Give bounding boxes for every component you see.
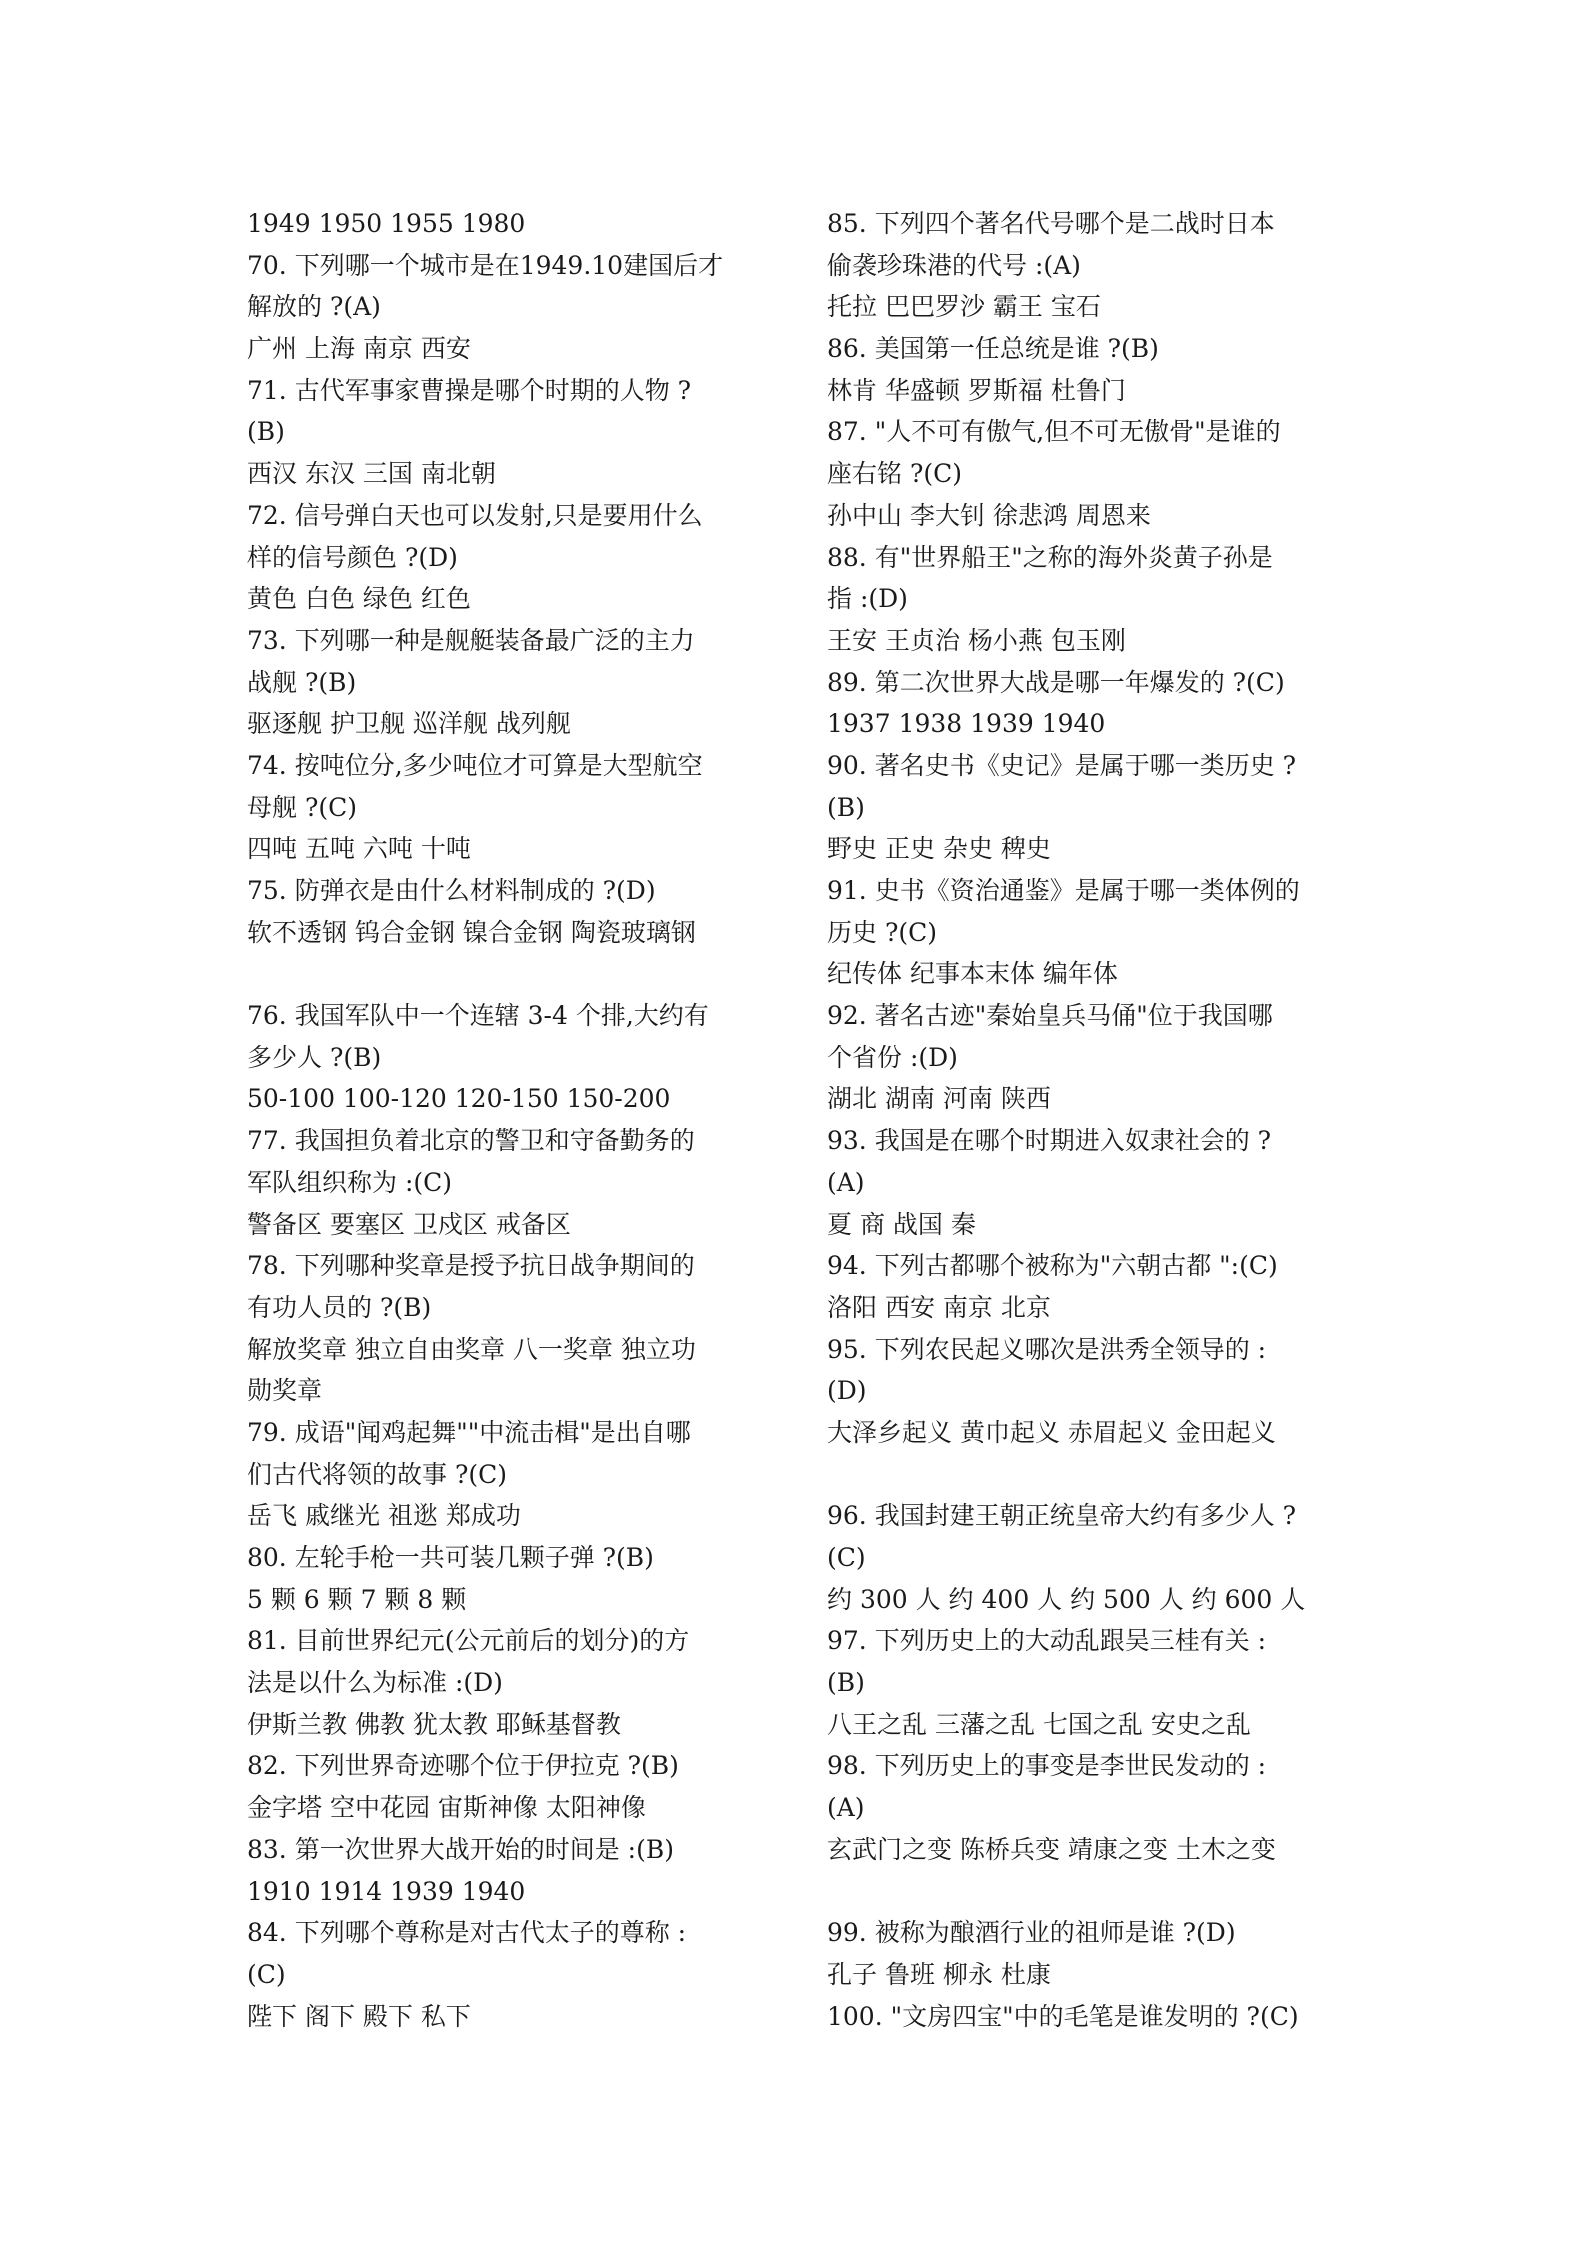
text-line: 金字塔 空中花园 宙斯神像 太阳神像: [247, 1793, 646, 1823]
text-line: 们古代将领的故事 ?(C): [247, 1459, 507, 1489]
text-line: 孔子 鲁班 柳永 杜康: [827, 1959, 1051, 1989]
text-line: 湖北 湖南 河南 陕西: [827, 1084, 1051, 1114]
text-line: 法是以什么为标准 :(D): [247, 1668, 503, 1698]
text-line: 四吨 五吨 六吨 十吨: [247, 834, 471, 864]
text-line: 座右铭 ?(C): [827, 459, 962, 489]
text-line: 94. 下列古都哪个被称为"六朝古都 ":(C): [827, 1251, 1278, 1281]
text-line: (B): [827, 1668, 865, 1698]
text-line: 有功人员的 ?(B): [247, 1292, 432, 1322]
text-line: 80. 左轮手枪一共可装几颗子弹 ?(B): [247, 1543, 654, 1572]
text-line: 98. 下列历史上的事变是李世民发动的 :: [827, 1751, 1267, 1781]
text-line: (C): [827, 1543, 866, 1572]
text-line: 样的信号颜色 ?(D): [247, 542, 458, 572]
text-line: (B): [827, 792, 865, 822]
text-line: 73. 下列哪一种是舰艇装备最广泛的主力: [247, 625, 695, 655]
text-line: 75. 防弹衣是由什么材料制成的 ?(D): [247, 876, 656, 905]
text-line: 50-100 100-120 120-150 150-200: [247, 1084, 671, 1114]
text-line: 林肯 华盛顿 罗斯福 杜鲁门: [827, 375, 1126, 405]
text-line: 广州 上海 南京 西安: [247, 334, 471, 364]
text-line: 89. 第二次世界大战是哪一年爆发的 ?(C): [827, 667, 1285, 697]
text-line: 解放的 ?(A): [247, 292, 381, 322]
text-line: 1937 1938 1939 1940: [827, 709, 1106, 739]
text-line: (B): [247, 417, 285, 447]
text-line: 82. 下列世界奇迹哪个位于伊拉克 ?(B): [247, 1751, 679, 1781]
text-line: 多少人 ?(B): [247, 1042, 382, 1072]
text-line: 警备区 要塞区 卫戍区 戒备区: [247, 1209, 571, 1239]
right-text-column: [827, 203, 1387, 2037]
text-line: 74. 按吨位分,多少吨位才可算是大型航空: [247, 750, 703, 780]
text-line: 97. 下列历史上的大动乱跟吴三桂有关 :: [827, 1626, 1267, 1656]
text-line: 八王之乱 三藩之乱 七国之乱 安史之乱: [827, 1709, 1251, 1739]
text-line: 夏 商 战国 秦: [827, 1209, 976, 1239]
text-line: 约 300 人 约 400 人 约 500 人 约 600 人: [827, 1584, 1306, 1614]
text-line: 个省份 :(D): [827, 1042, 958, 1072]
text-line: 历史 ?(C): [827, 917, 937, 947]
text-line: 1949 1950 1955 1980: [247, 209, 526, 238]
text-line: [827, 1454, 1387, 1496]
text-line: (A): [827, 1793, 865, 1823]
text-line: 软不透钢 钨合金钢 镍合金钢 陶瓷玻璃钢: [247, 917, 696, 947]
text-line: 87. "人不可有傲气,但不可无傲骨"是谁的: [827, 417, 1281, 447]
text-line: 91. 史书《资治通鉴》是属于哪一类体例的: [827, 876, 1300, 905]
text-line: 勋奖章: [247, 1376, 323, 1406]
text-line: 72. 信号弹白天也可以发射,只是要用什么: [247, 500, 703, 530]
text-line: 玄武门之变 陈桥兵变 靖康之变 土木之变: [827, 1834, 1276, 1864]
text-line: 王安 王贞治 杨小燕 包玉刚: [827, 625, 1126, 655]
text-line: 解放奖章 独立自由奖章 八一奖章 独立功: [247, 1334, 696, 1364]
text-line: 81. 目前世界纪元(公元前后的划分)的方: [247, 1626, 690, 1656]
text-line: 托拉 巴巴罗沙 霸王 宝石: [827, 292, 1101, 322]
text-line: 76. 我国军队中一个连辖 3-4 个排,大约有: [247, 1001, 709, 1031]
text-line: 野史 正史 杂史 稗史: [827, 834, 1051, 864]
text-line: (D): [827, 1376, 867, 1406]
text-line: 孙中山 李大钊 徐悲鸿 周恩来: [827, 500, 1151, 530]
text-line: 伊斯兰教 佛教 犹太教 耶稣基督教: [247, 1709, 621, 1739]
text-line: 5 颗 6 颗 7 颗 8 颗: [247, 1584, 467, 1614]
text-line: 92. 著名古迹"秦始皇兵马俑"位于我国哪: [827, 1001, 1273, 1031]
text-line: 90. 著名史书《史记》是属于哪一类历史 ?: [827, 750, 1297, 780]
text-line: 95. 下列农民起义哪次是洪秀全领导的 :: [827, 1334, 1267, 1364]
text-line: 83. 第一次世界大战开始的时间是 :(B): [247, 1834, 674, 1864]
text-line: 军队组织称为 :(C): [247, 1167, 453, 1197]
text-line: [247, 953, 807, 995]
text-line: 93. 我国是在哪个时期进入奴隶社会的 ?: [827, 1126, 1272, 1156]
text-line: 79. 成语"闻鸡起舞""中流击楫"是出自哪: [247, 1417, 691, 1447]
text-line: 1910 1914 1939 1940: [247, 1876, 526, 1906]
text-line: 战舰 ?(B): [247, 667, 357, 697]
text-line: 71. 古代军事家曹操是哪个时期的人物 ?: [247, 375, 692, 405]
text-line: 母舰 ?(C): [247, 792, 357, 822]
text-line: 96. 我国封建王朝正统皇帝大约有多少人 ?: [827, 1501, 1297, 1531]
text-line: 85. 下列四个著名代号哪个是二战时日本: [827, 209, 1275, 238]
text-line: (C): [247, 1959, 286, 1989]
text-line: 偷袭珍珠港的代号 :(A): [827, 250, 1081, 280]
text-line: 77. 我国担负着北京的警卫和守备勤务的: [247, 1126, 695, 1156]
text-line: 88. 有"世界船王"之称的海外炎黄子孙是: [827, 542, 1273, 572]
text-line: 洛阳 西安 南京 北京: [827, 1292, 1051, 1322]
text-line: 86. 美国第一任总统是谁 ?(B): [827, 334, 1159, 364]
text-line: 78. 下列哪种奖章是授予抗日战争期间的: [247, 1251, 695, 1281]
text-line: 纪传体 纪事本末体 编年体: [827, 959, 1118, 989]
text-line: 99. 被称为酿酒行业的祖师是谁 ?(D): [827, 1918, 1236, 1948]
text-line: 西汉 东汉 三国 南北朝: [247, 459, 496, 489]
text-line: 黄色 白色 绿色 红色: [247, 584, 471, 614]
text-line: [827, 1871, 1387, 1913]
text-line: 大泽乡起义 黄巾起义 赤眉起义 金田起义: [827, 1417, 1276, 1447]
text-line: 100. "文房四宝"中的毛笔是谁发明的 ?(C): [827, 2001, 1299, 2031]
text-line: 驱逐舰 护卫舰 巡洋舰 战列舰: [247, 709, 571, 739]
text-line: 岳飞 戚继光 祖逖 郑成功: [247, 1501, 521, 1531]
text-line: 70. 下列哪一个城市是在1949.10建国后才: [247, 250, 724, 280]
left-text-column: [247, 203, 807, 2037]
text-line: 指 :(D): [827, 584, 908, 614]
text-line: (A): [827, 1167, 865, 1197]
text-line: 陛下 阁下 殿下 私下: [247, 2001, 471, 2031]
text-line: 84. 下列哪个尊称是对古代太子的尊称 :: [247, 1918, 687, 1948]
